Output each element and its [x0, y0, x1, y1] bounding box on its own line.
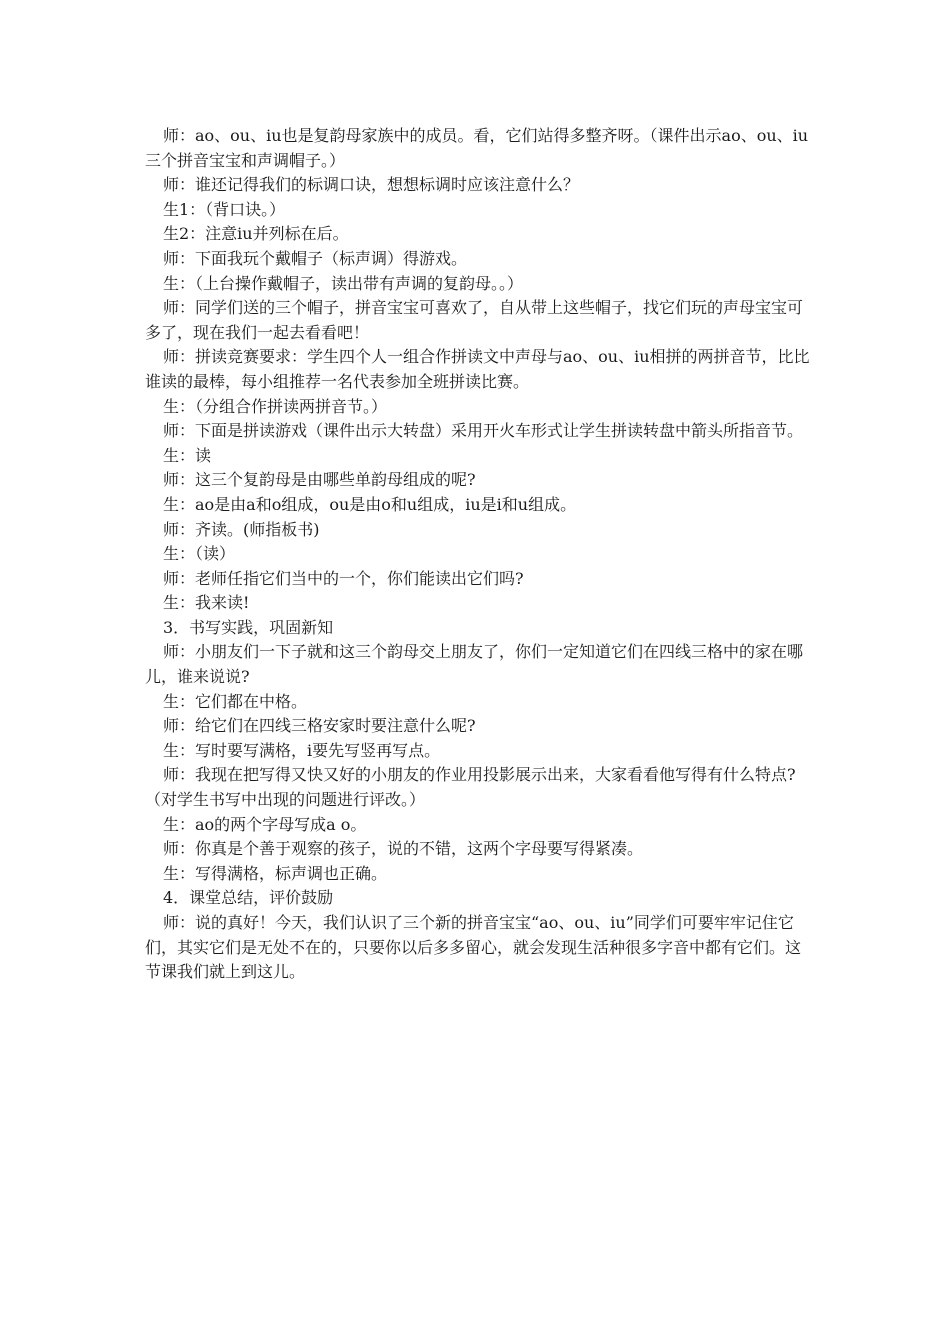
paragraph: 师：你真是个善于观察的孩子，说的不错，这两个字母要写得紧凑。	[163, 839, 644, 859]
paragraph: 师：同学们送的三个帽子，拼音宝宝可喜欢了，自从带上这些帽子，找它们玩的声母宝宝可多了，现在我们一起去看看吧！	[145, 298, 804, 342]
paragraph: 生：它们都在中格。	[163, 691, 308, 711]
paragraph: 师：拼读竞赛要求：学生四个人一组合作拼读文中声母与ao、ou、iu相拼的两拼音节，比比谁读的最棒，每小组推荐一名代表参加全班拼读比赛。	[145, 347, 810, 391]
section-heading: 4．课堂总结，评价鼓励	[163, 888, 334, 908]
paragraph: 生1：（背口诀。）	[163, 199, 286, 219]
paragraph: 师：小朋友们一下子就和这三个韵母交上朋友了，你们一定知道它们在四线三格中的家在哪儿，谁来说说?	[145, 642, 804, 687]
paragraph: 生：ao是由a和o组成，ou是由o和u组成，iu是i和u组成。	[163, 494, 577, 514]
paragraph: 师：说的真好！今天，我们认识了三个新的拼音宝宝“ao、ou、iu”同学们可要牢牢记住它们，其实它们是无处不在的，只要你以后多多留心，就会发现生活种很多字音中都有它们。这节课我们就上到这儿。	[145, 913, 802, 982]
paragraph: 生2：注意iu并列标在后。	[163, 224, 349, 244]
paragraph: 生：（上台操作戴帽子，读出带有声调的复韵母。。）	[163, 273, 524, 293]
paragraph: 师：我现在把写得又快又好的小朋友的作业用投影展示出来，大家看看他写得有什么特点?（对学生书写中出现的问题进行评改。）	[145, 765, 796, 810]
paragraph: 师：ao、ou、iu也是复韵母家族中的成员。看，它们站得多整齐呀。（课件出示ao、ou、iu三个拼音宝宝和声调帽子。）	[145, 126, 809, 170]
paragraph: 生：（读）	[163, 544, 236, 564]
section-heading: 3．书写实践，巩固新知	[163, 617, 334, 637]
paragraph: 生：ao的两个字母写成a o。	[163, 814, 367, 834]
paragraph: 师：谁还记得我们的标调口诀，想想标调时应该注意什么？	[163, 175, 580, 195]
document-page	[145, 124, 810, 985]
paragraph: 生：写得满格，标声调也正确。	[163, 863, 388, 883]
paragraph: 生：读	[163, 445, 212, 465]
paragraph: 师：齐读。(师指板书)	[163, 519, 320, 539]
paragraph: 生：写时要写满格，i要先写竖再写点。	[163, 740, 441, 760]
paragraph: 师：给它们在四线三格安家时要注意什么呢?	[163, 716, 476, 736]
paragraph: 师：下面我玩个戴帽子（标声调）得游戏。	[163, 248, 468, 268]
paragraph: 生：我来读!	[163, 593, 250, 613]
paragraph: 师：老师任指它们当中的一个，你们能读出它们吗?	[163, 568, 524, 588]
paragraph: 师：这三个复韵母是由哪些单韵母组成的呢?	[163, 470, 476, 490]
paragraph: 师：下面是拼读游戏（课件出示大转盘）采用开火车形式让学生拼读转盘中箭头所指音节。	[163, 421, 804, 441]
paragraph: 生：（分组合作拼读两拼音节。）	[163, 396, 388, 416]
